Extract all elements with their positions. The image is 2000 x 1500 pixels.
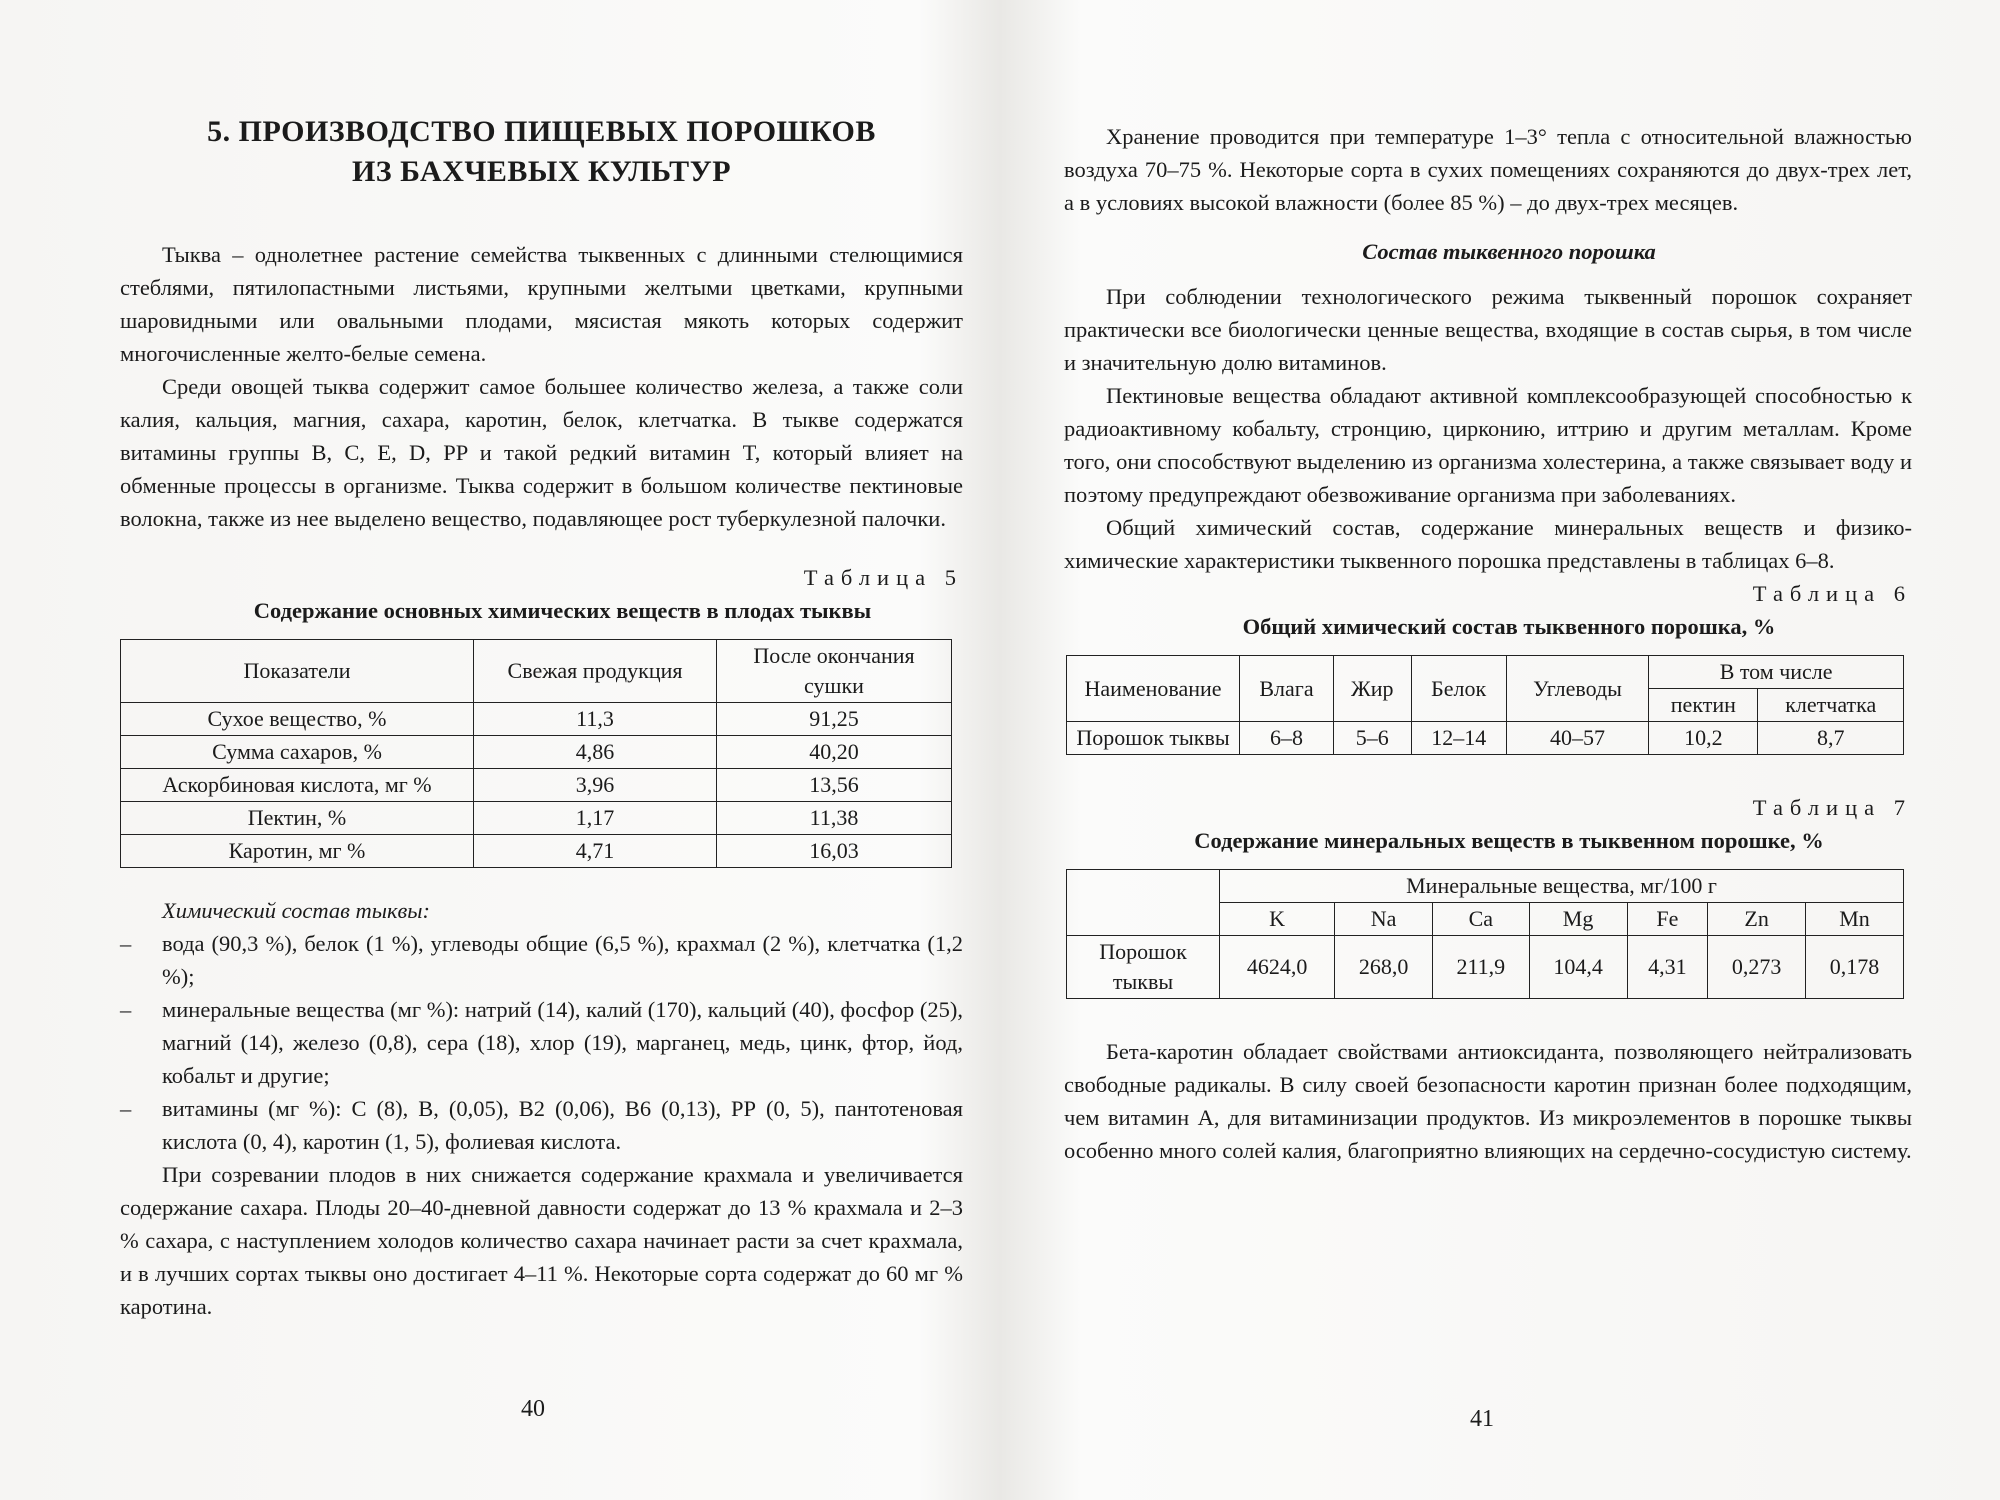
table-5: [120, 639, 952, 868]
table-cell: Каротин, мг %: [121, 835, 474, 868]
table-header-cell: После окончания сушки: [717, 640, 952, 703]
table-header-cell: Na: [1335, 903, 1433, 936]
table-cell: 3,96: [474, 769, 717, 802]
table-cell: 4,71: [474, 835, 717, 868]
table-cell: 16,03: [717, 835, 952, 868]
table-7-caption: Содержание минеральных веществ в тыквенном порошке, %: [1194, 828, 1824, 853]
table-header-cell: [1067, 870, 1220, 936]
chapter-title: [120, 112, 963, 192]
table-header-row: [1067, 656, 1904, 689]
table-header-cell: Fe: [1627, 903, 1708, 936]
table-row: [121, 769, 952, 802]
list-dash: –: [120, 931, 132, 956]
table-row: [121, 703, 952, 736]
table-header-cell: Ca: [1433, 903, 1530, 936]
table-cell: 40–57: [1506, 722, 1648, 755]
paragraph: Бета-каротин обладает свойствами антиоксиданта, позволяющего нейтрализовать свободные радикалы. В силу своей безопасности каротин признан более подходящим, чем витамин А, для витаминизации продуктов. Из микроэлементов в порошке тыквы особенно много солей калия, благоприятно влияющих на сердечно-сосудистую систему.: [1064, 1039, 1912, 1163]
table-header-row: [1067, 870, 1904, 903]
table-cell: Пектин, %: [121, 802, 474, 835]
table-cell: 13,56: [717, 769, 952, 802]
table-5-label: Таблица 5: [803, 565, 963, 590]
list-item: – вода (90,3 %), белок (1 %), углеводы общие (6,5 %), крахмал (2 %), клетчатка (1,2 %);: [120, 927, 963, 993]
paragraph: Среди овощей тыква содержит самое большее количество железа, а также соли калия, кальция, магния, сахара, каротин, белок, клетчатка. В тыкве содержатся витамины группы B, C, E, D, PP и такой редкий витамин T, который влияет на обменные процессы в организме. Тыква содержит в большом количестве пектиновые волокна, также из нее выделено вещество, подавляющее рост туберкулезной палочки.: [120, 374, 963, 531]
table-cell: 8,7: [1758, 722, 1904, 755]
chapter-title-line-2: ИЗ БАХЧЕВЫХ КУЛЬТУР: [351, 155, 732, 188]
table-header-cell: Минеральные вещества, мг/100 г: [1220, 870, 1904, 903]
table-5-caption: Содержание основных химических веществ в плодах тыквы: [253, 598, 872, 623]
table-header-cell: Жир: [1333, 656, 1411, 722]
table-header-cell: Свежая продукция: [474, 640, 717, 703]
chem-composition-list: [120, 927, 963, 1158]
table-header-cell: Белок: [1411, 656, 1506, 722]
paragraph: Пектиновые вещества обладают активной комплексообразующей способностью к радиоактивному кобальту, стронцию, цирконию, иттрию и другим металлам. Кроме того, они способствуют выделению из организма холестерина, а также связывает воду и поэтому предупреждают обезвоживание организма при заболеваниях.: [1064, 383, 1912, 507]
table-cell: 40,20: [717, 736, 952, 769]
table-cell: 5–6: [1333, 722, 1411, 755]
paragraph: Хранение проводится при температуре 1–3° тепла с относительной влажностью воздуха 70–75 %. Некоторые сорта в сухих помещениях сохраняются до двух-трех лет, а в условиях высокой влажности (более 85 %) – до двух-трех месяцев.: [1064, 124, 1912, 215]
list-dash: –: [120, 1096, 132, 1121]
table-7-label: Таблица 7: [1752, 795, 1912, 820]
table-header-cell: Показатели: [121, 640, 474, 703]
table-cell: 11,3: [474, 703, 717, 736]
paragraph: При соблюдении технологического режима тыквенный порошок сохраняет практически все биологически ценные вещества, входящие в состав сырья, в том числе и значительную долю витаминов.: [1064, 284, 1912, 375]
table-header-cell: Mg: [1529, 903, 1627, 936]
right-page: [1000, 0, 2000, 1500]
table-row: [121, 835, 952, 868]
list-item: – витамины (мг %): С (8), В, (0,05), В2 (0,06), В6 (0,13), РР (0, 5), пантотеновая кислота (0, 4), каротин (1, 5), фолиевая кислота.: [120, 1092, 963, 1158]
table-cell: 4624,0: [1220, 936, 1335, 999]
table-7: [1066, 869, 1904, 999]
table-header-cell: пектин: [1649, 689, 1758, 722]
table-row: [121, 802, 952, 835]
table-cell: 91,25: [717, 703, 952, 736]
table-cell: 10,2: [1649, 722, 1758, 755]
chapter-title-line-1: 5. ПРОИЗВОДСТВО ПИЩЕВЫХ ПОРОШКОВ: [207, 115, 876, 148]
table-header-cell: K: [1220, 903, 1335, 936]
page-number: 40: [521, 1396, 545, 1422]
table-row: [1067, 722, 1904, 755]
table-row: [121, 736, 952, 769]
list-dash: –: [120, 997, 132, 1022]
table-cell: 104,4: [1529, 936, 1627, 999]
table-cell: 11,38: [717, 802, 952, 835]
table-header-cell: клетчатка: [1758, 689, 1904, 722]
table-cell: 4,31: [1627, 936, 1708, 999]
list-item: – минеральные вещества (мг %): натрий (14), калий (170), кальций (40), фосфор (25), магний (14), железо (0,8), сера (18), хлор (19), марганец, медь, цинк, фтор, йод, кобальт и другие;: [120, 993, 963, 1092]
table-cell: 1,17: [474, 802, 717, 835]
table-header-cell: Mn: [1806, 903, 1904, 936]
right-text-column: [1064, 120, 1912, 1167]
paragraph: Тыква – однолетнее растение семейства тыквенных с длинными стелющимися стеблями, пятилопастными листьями, крупными желтыми цветками, крупными шаровидными или овальными плодами, мясистая мякоть которых содержит многочисленные желто-белые семена.: [120, 242, 963, 366]
table-cell: 12–14: [1411, 722, 1506, 755]
table-header-cell: Наименование: [1067, 656, 1240, 722]
section-subheading: Состав тыквенного порошка: [1362, 239, 1656, 264]
table-header-cell: Zn: [1708, 903, 1806, 936]
table-header-cell: В том числе: [1649, 656, 1904, 689]
table-cell: Порошок тыквы: [1067, 936, 1220, 999]
table-cell: Сухое вещество, %: [121, 703, 474, 736]
table-cell: 268,0: [1335, 936, 1433, 999]
table-cell: 4,86: [474, 736, 717, 769]
table-header-cell: Влага: [1240, 656, 1334, 722]
paragraph: Общий химический состав, содержание минеральных веществ и физико-химические характеристики тыквенного порошка представлены в таблицах 6–8.: [1064, 515, 1912, 573]
table-cell: Аскорбиновая кислота, мг %: [121, 769, 474, 802]
table-row: [1067, 936, 1904, 999]
table-cell: Порошок тыквы: [1067, 722, 1240, 755]
table-cell: 211,9: [1433, 936, 1530, 999]
table-cell: Сумма сахаров, %: [121, 736, 474, 769]
page-number: 41: [1470, 1406, 1494, 1432]
table-header-cell: Углеводы: [1506, 656, 1648, 722]
table-cell: 0,273: [1708, 936, 1806, 999]
table-cell: 6–8: [1240, 722, 1334, 755]
table-6-caption: Общий химический состав тыквенного порошка, %: [1242, 614, 1776, 639]
left-text-column: [120, 112, 963, 1323]
table-cell: 0,178: [1806, 936, 1904, 999]
table-header-row: [121, 640, 952, 703]
paragraph: При созревании плодов в них снижается содержание крахмала и увеличивается содержание сахара. Плоды 20–40-дневной давности содержат до 13 % крахмала и 2–3 % сахара, с наступлением холодов количество сахара начинает расти за счет крахмала, и в лучших сортах тыквы оно достигает 4–11 %. Некоторые сорта содержат до 60 мг % каротина.: [120, 1162, 963, 1319]
chem-composition-heading: Химический состав тыквы:: [162, 898, 431, 923]
table-6: [1066, 655, 1904, 755]
table-6-label: Таблица 6: [1752, 581, 1912, 606]
